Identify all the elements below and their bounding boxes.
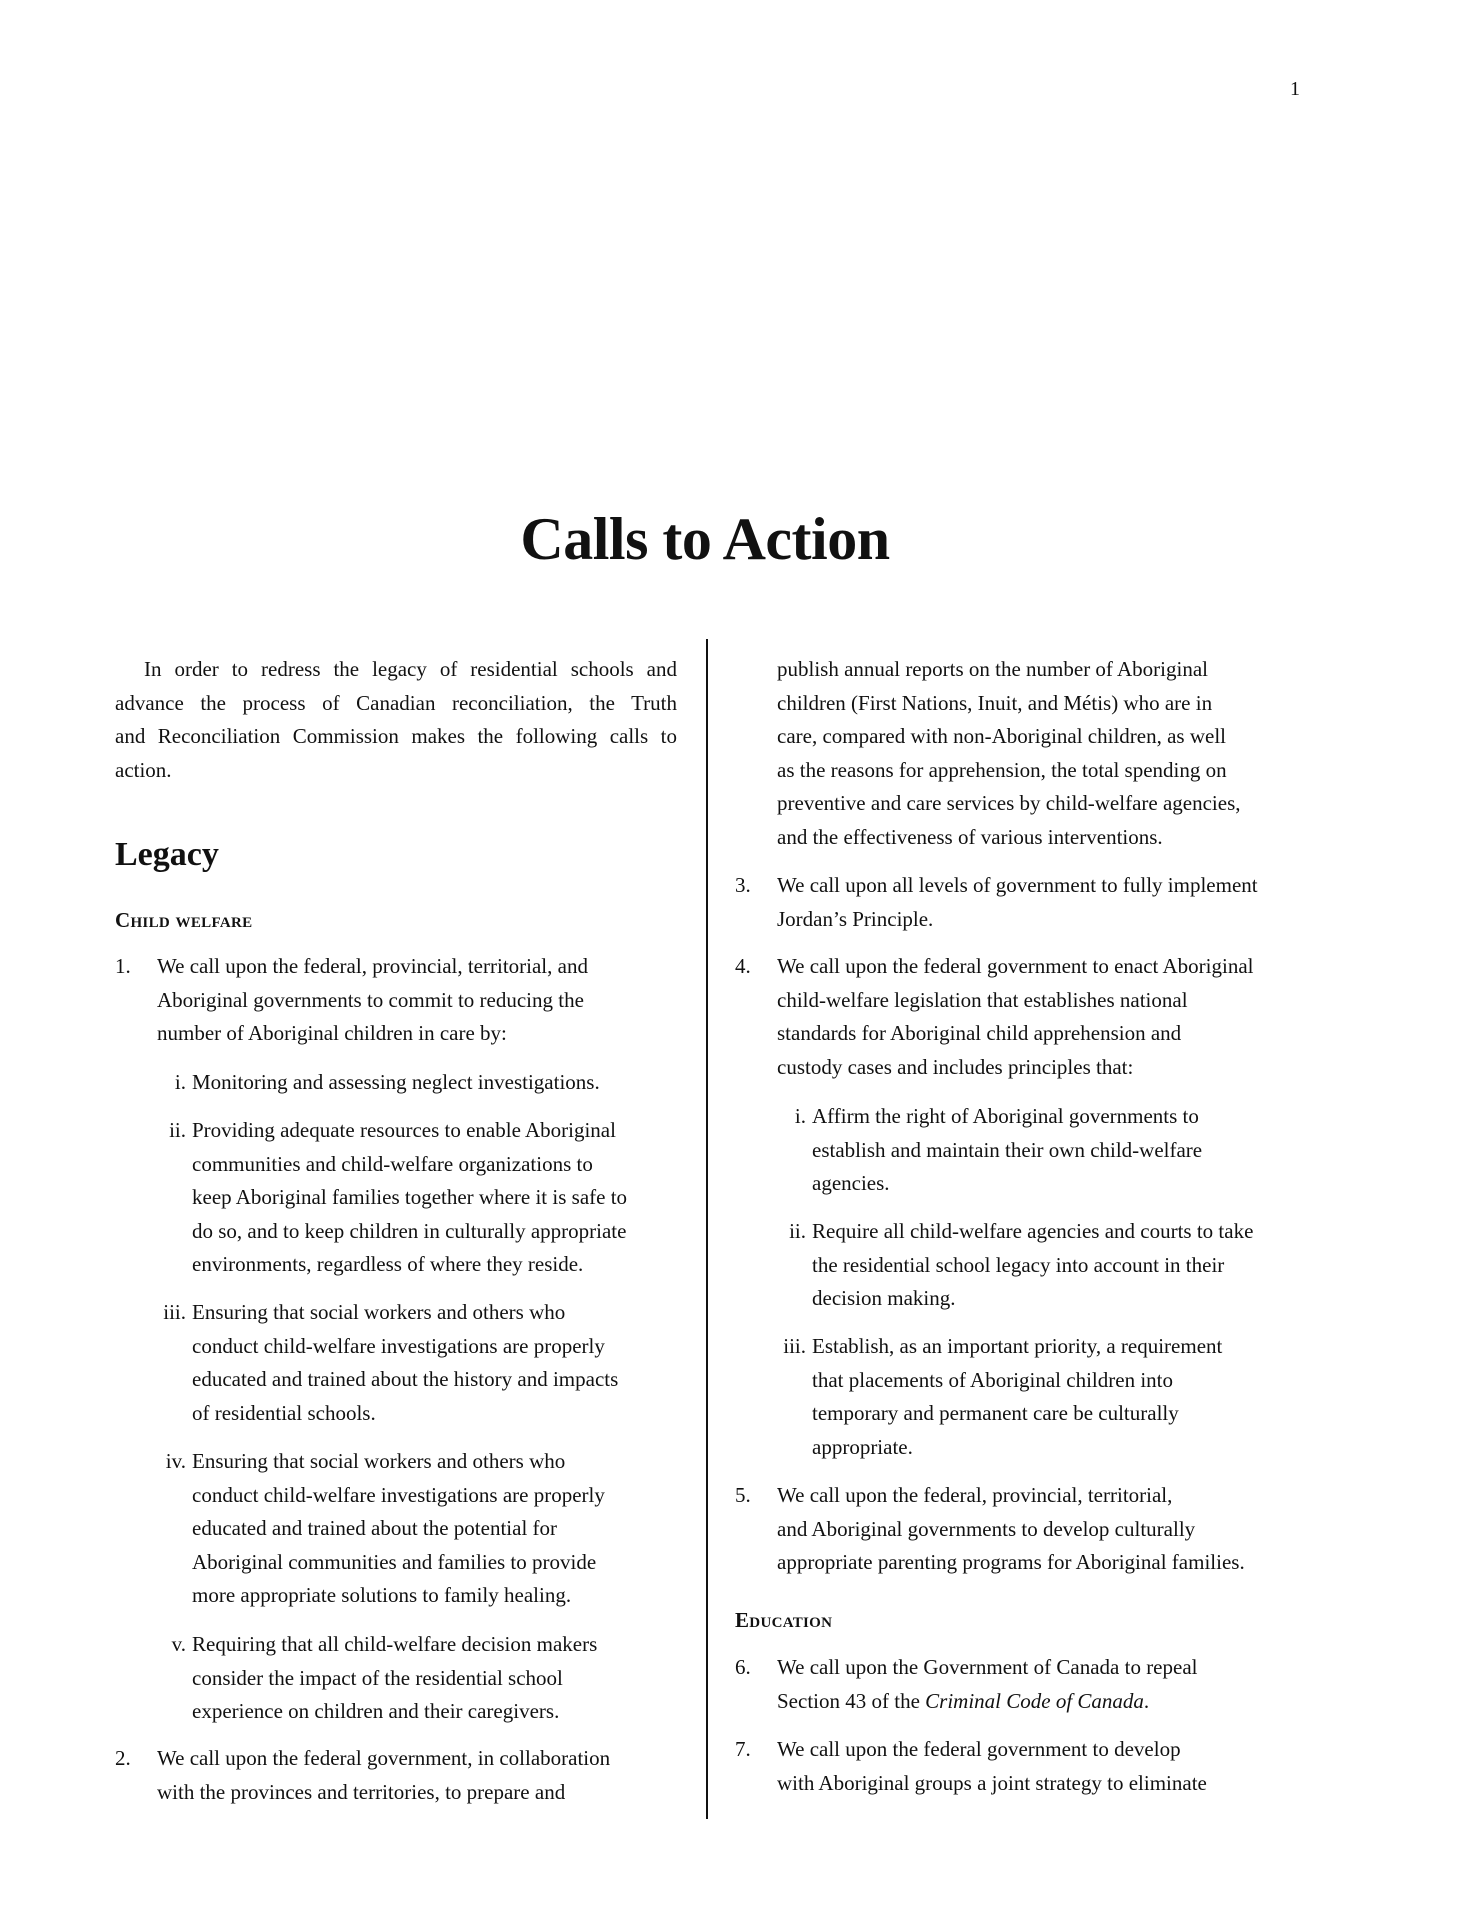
text-line: Affirm the right of Aboriginal governments to xyxy=(812,1104,1199,1128)
call-to-action-subitem xyxy=(174,1066,600,1100)
item-number: 7. xyxy=(735,1737,751,1761)
text-line: Aboriginal governments to commit to reducing the xyxy=(157,987,584,1012)
item-number: iii. xyxy=(783,1334,806,1358)
call-to-action-item xyxy=(735,1479,1245,1580)
text-line: child-welfare legislation that establishes national xyxy=(777,987,1188,1012)
text-line xyxy=(777,1685,1197,1719)
text-line: that placements of Aboriginal children into xyxy=(812,1367,1173,1392)
text-line: custody cases and includes principles that: xyxy=(777,1054,1134,1079)
text-line: temporary and permanent care be culturally xyxy=(812,1401,1179,1426)
text-line: appropriate parenting programs for Aboriginal families. xyxy=(777,1550,1245,1575)
text-line: We call upon all levels of government to fully implement xyxy=(777,873,1258,897)
call-to-action-subitem xyxy=(171,1628,598,1729)
page-number: 1 xyxy=(1290,78,1300,100)
text-line: with Aboriginal groups a joint strategy to eliminate xyxy=(777,1770,1207,1795)
text-line: educated and trained about the potential for xyxy=(192,1516,558,1541)
text-line: consider the impact of the residential school xyxy=(192,1665,563,1690)
call-to-action-item xyxy=(777,653,1241,855)
text-line: Monitoring and assessing neglect investigations. xyxy=(192,1070,600,1094)
text-line: as the reasons for apprehension, the total spending on xyxy=(777,757,1227,782)
call-to-action-subitem xyxy=(165,1445,605,1613)
text-line: Ensuring that social workers and others who xyxy=(192,1449,566,1473)
text-line: decision making. xyxy=(812,1286,956,1311)
text-line: conduct child-welfare investigations are properly xyxy=(192,1482,605,1507)
call-to-action-item xyxy=(115,1742,611,1809)
text-line: experience on children and their caregivers. xyxy=(192,1699,560,1724)
item-number: i. xyxy=(174,1070,186,1094)
call-to-action-subitem xyxy=(169,1114,628,1282)
text-line: and Reconciliation Commission makes the following calls to xyxy=(115,724,677,749)
text-line: communities and child-welfare organizations to xyxy=(192,1151,593,1176)
text-line: the residential school legacy into account in their xyxy=(812,1252,1225,1277)
call-to-action-item xyxy=(115,950,588,1051)
call-to-action-item xyxy=(735,869,1258,936)
text-line: In order to redress the legacy of residential schools and xyxy=(144,657,677,681)
text-line: Jordan’s Principle. xyxy=(777,906,934,931)
call-to-action-item xyxy=(735,1651,1198,1718)
text-line: We call upon the federal government to develop xyxy=(777,1737,1181,1761)
text-line: care, compared with non-Aboriginal children, as well xyxy=(777,724,1227,749)
subsection-heading: Child welfare xyxy=(115,908,253,932)
text-line: and the effectiveness of various interventions. xyxy=(777,824,1163,849)
item-number: 4. xyxy=(735,954,751,978)
item-number: 3. xyxy=(735,873,751,897)
item-number: ii. xyxy=(789,1219,806,1243)
item-number: 6. xyxy=(735,1655,751,1679)
text-line: Requiring that all child-welfare decision makers xyxy=(192,1632,598,1656)
text-line: conduct child-welfare investigations are properly xyxy=(192,1333,605,1358)
text-line: standards for Aboriginal child apprehension and xyxy=(777,1021,1182,1046)
call-to-action-subitem xyxy=(789,1215,1254,1316)
text-line: action. xyxy=(115,757,172,782)
text-line: environments, regardless of where they reside. xyxy=(192,1252,584,1277)
text-line: preventive and care services by child-welfare agencies, xyxy=(777,791,1241,816)
text-line: Establish, as an important priority, a requirement xyxy=(812,1334,1223,1358)
text-line: appropriate. xyxy=(812,1434,913,1459)
text-line: We call upon the federal government to enact Aboriginal xyxy=(777,954,1254,978)
call-to-action-subitem xyxy=(783,1330,1223,1464)
text-line: establish and maintain their own child-welfare xyxy=(812,1137,1203,1162)
call-to-action-item xyxy=(735,950,1254,1084)
text-line: with the provinces and territories, to prepare and xyxy=(157,1779,566,1804)
text-line: do so, and to keep children in culturally appropriate xyxy=(192,1218,627,1243)
item-number: 2. xyxy=(115,1746,131,1770)
italic-title: Criminal Code of Canada xyxy=(925,1688,1144,1713)
item-number: iii. xyxy=(163,1300,186,1324)
subsection-heading: Education xyxy=(735,1608,833,1632)
text-line: Providing adequate resources to enable Aboriginal xyxy=(192,1118,616,1142)
intro-paragraph xyxy=(115,653,677,787)
text-segment: Section 43 of the xyxy=(777,1688,926,1713)
item-number: v. xyxy=(171,1632,186,1656)
text-line: and Aboriginal governments to develop culturally xyxy=(777,1516,1196,1541)
text-line: of residential schools. xyxy=(192,1400,376,1425)
text-line: agencies. xyxy=(812,1171,890,1196)
item-number: iv. xyxy=(165,1449,186,1473)
text-line: number of Aboriginal children in care by: xyxy=(157,1021,507,1046)
text-line: We call upon the Government of Canada to repeal xyxy=(777,1655,1198,1679)
call-to-action-subitem xyxy=(794,1100,1203,1201)
call-to-action-subitem xyxy=(163,1296,619,1430)
item-number: i. xyxy=(794,1104,806,1128)
text-line: We call upon the federal, provincial, territorial, and xyxy=(157,954,588,978)
text-line: Ensuring that social workers and others who xyxy=(192,1300,566,1324)
item-number: ii. xyxy=(169,1118,186,1142)
item-number: 5. xyxy=(735,1483,751,1507)
text-line: We call upon the federal, provincial, territorial, xyxy=(777,1483,1173,1507)
item-number: 1. xyxy=(115,954,131,978)
page-title: Calls to Action xyxy=(520,506,890,572)
text-line: Aboriginal communities and families to provide xyxy=(192,1549,597,1574)
text-line: advance the process of Canadian reconciliation, the Truth xyxy=(115,690,677,715)
text-line: We call upon the federal government, in collaboration xyxy=(157,1746,611,1770)
text-segment: . xyxy=(1143,1688,1150,1713)
text-line: keep Aboriginal families together where it is safe to xyxy=(192,1185,628,1210)
text-line: children (First Nations, Inuit, and Métis) who are in xyxy=(777,690,1213,715)
text-line: educated and trained about the history and impacts xyxy=(192,1367,619,1392)
text-line: more appropriate solutions to family healing. xyxy=(192,1583,572,1608)
text-line: publish annual reports on the number of Aboriginal xyxy=(777,657,1209,681)
call-to-action-item xyxy=(735,1733,1207,1800)
section-heading: Legacy xyxy=(115,836,219,873)
column-divider xyxy=(706,639,708,1819)
text-line: Require all child-welfare agencies and courts to take xyxy=(812,1219,1254,1243)
